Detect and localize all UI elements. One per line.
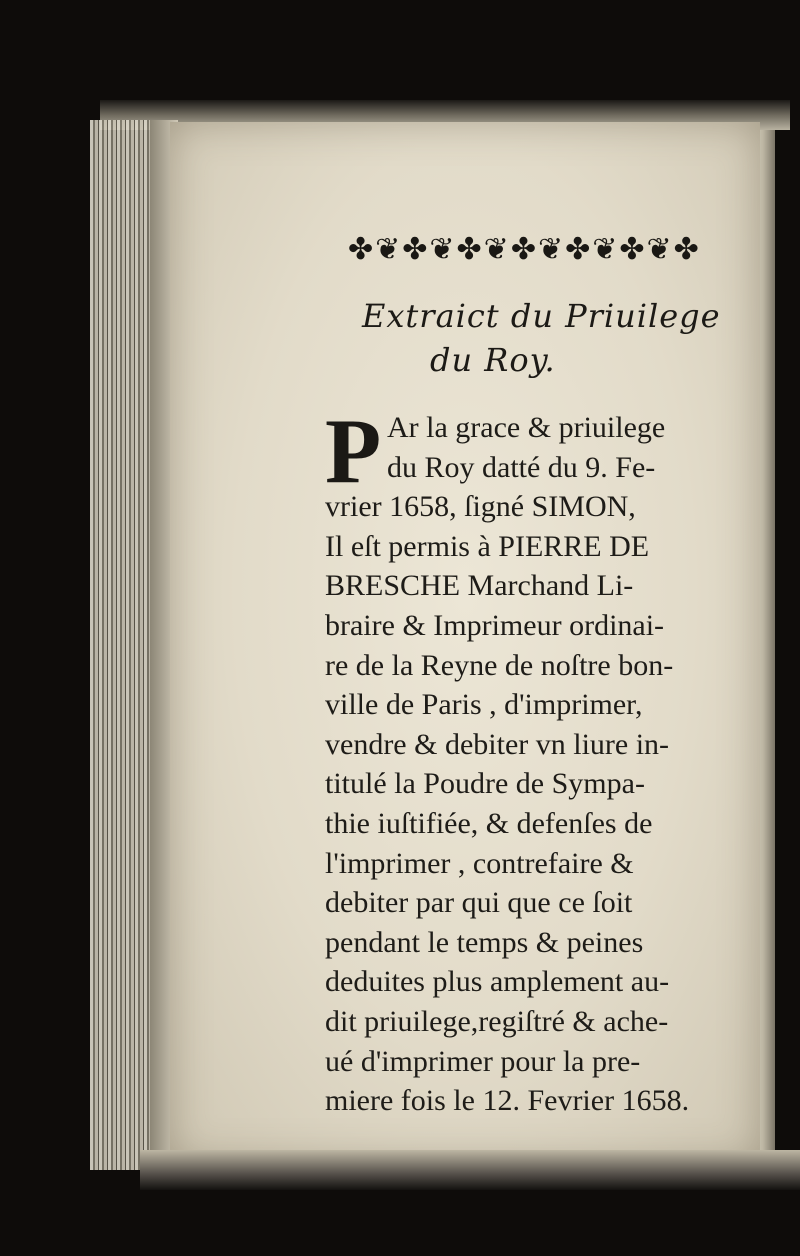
text-line: dit priuilege,regiſtré & ache- [325,1004,669,1038]
text-line: re de la Reyne de noſtre bon- [325,648,674,682]
printers-ornament-band: ✤❦✤❦✤❦✤❦✤❦✤❦✤ [348,232,701,267]
text-line: miere fois le 12. Fevrier 1658. [325,1084,690,1118]
text-line: vendre & debiter vn liure in- [325,727,670,761]
text-line: vrier 1658, ſigné SIMON, [325,490,636,524]
title-line-2: du Roy. [430,341,556,379]
page-bottom-edge [140,1150,800,1190]
text-line: BRESCHE Marchand Li- [325,569,634,603]
title-line-1: Extraict du Priuilege [362,297,721,335]
text-line: ville de Paris , d'imprimer, [325,688,643,722]
text-line: du Roy datté du 9. Fe- [387,450,656,484]
text-line: Il eſt permis à PIERRE DE [325,529,650,563]
text-line: l'imprimer , contrefaire & [325,846,634,880]
text-line: pendant le temps & peines [325,925,644,959]
privilege-text [325,400,735,1121]
page-title [362,294,722,382]
text-line: titulé la Poudre de Sympa- [325,767,645,801]
text-line: debiter par qui que ce ſoit [325,886,633,920]
drop-capital: P [325,400,382,502]
text-line: braire & Imprimeur ordinai- [325,608,665,642]
text-line: ué d'imprimer pour la pre- [325,1044,641,1078]
text-line: thie iuſtifiée, & defenſes de [325,806,653,840]
text-line: deduites plus amplement au- [325,965,670,999]
text-line: Ar la grace & priuilege [387,411,666,444]
